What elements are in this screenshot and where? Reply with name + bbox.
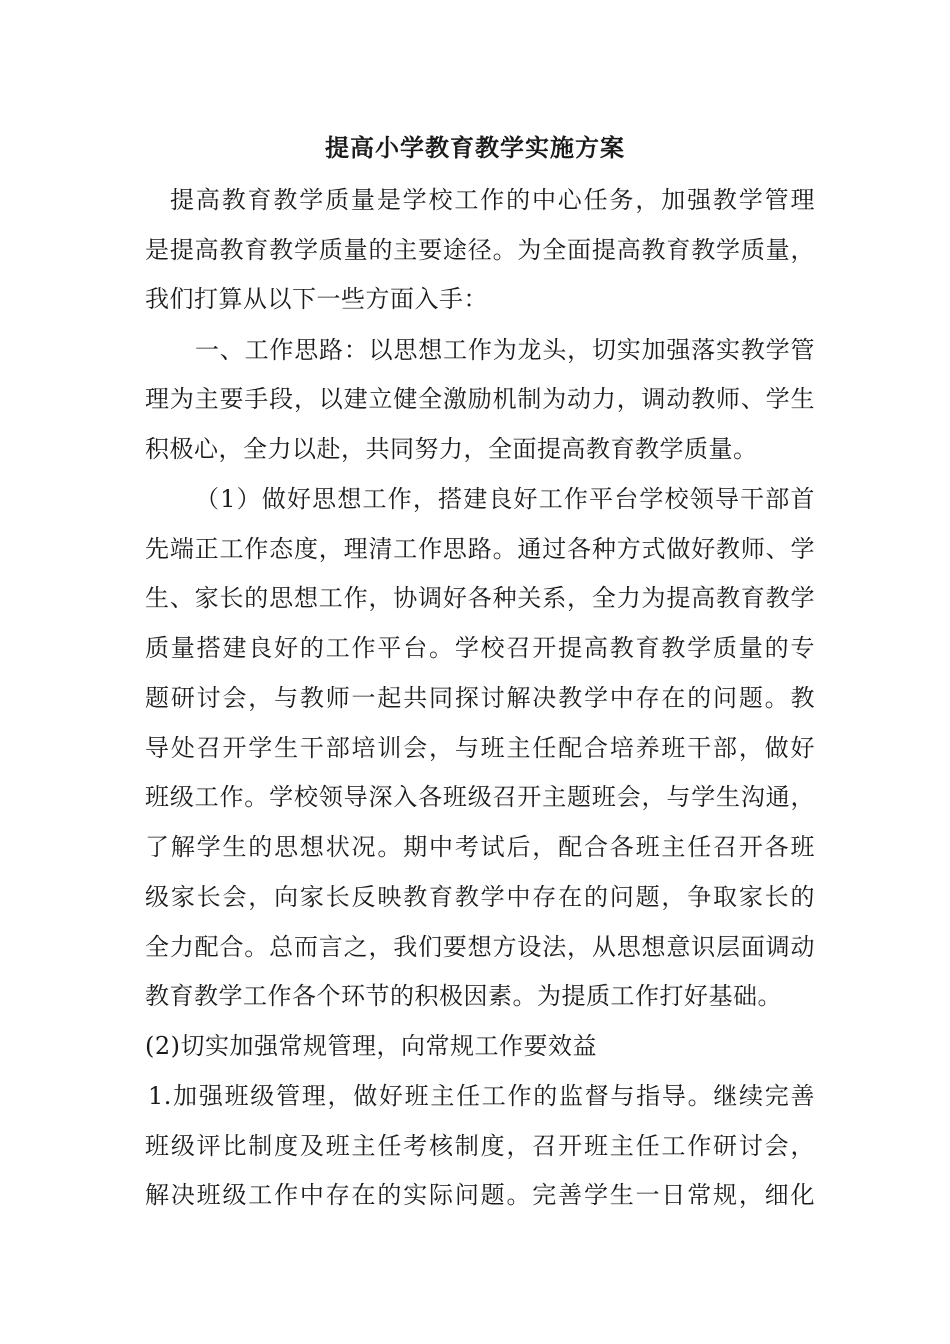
body-line: 教育教学工作各个环节的积极因素。为提质工作打好基础。: [145, 982, 782, 1010]
body-line: 班级工作。学校领导深入各班级召开主题班会，与学生沟通，: [145, 783, 815, 811]
body-line: 解决班级工作中存在的实际问题。完善学生一日常规，细化: [145, 1181, 815, 1209]
document-title: 提高小学教育教学实施方案: [325, 133, 625, 162]
body-line: 理为主要手段，以建立健全激励机制为动力，调动教师、学生: [145, 385, 815, 413]
body-line: 题研讨会，与教师一起共同探讨解决教学中存在的问题。教: [145, 684, 815, 712]
section-heading: (2)切实加强常规管理，向常规工作要效益: [145, 1032, 597, 1060]
body-line: 我们打算从以下一些方面入手：: [145, 285, 488, 313]
body-line: 了解学生的思想状况。期中考试后，配合各班主任召开各班: [145, 833, 815, 861]
body-line: 积极心，全力以赴，共同努力，全面提高教育教学质量。: [145, 435, 758, 463]
body-line: 质量搭建良好的工作平台。学校召开提高教育教学质量的专: [145, 634, 815, 662]
body-line: 导处召开学生干部培训会，与班主任配合培养班干部，做好: [145, 734, 815, 762]
body-line: 一、工作思路：以思想工作为龙头，切实加强落实教学管: [195, 336, 815, 364]
body-line: （1）做好思想工作，搭建良好工作平台学校领导干部首: [195, 485, 815, 513]
body-line: 级家长会，向家长反映教育教学中存在的问题，争取家长的: [145, 883, 815, 911]
body-line: 1.加强班级管理，做好班主任工作的监督与指导。继续完善: [148, 1082, 815, 1110]
body-line: 是提高教育教学质量的主要途径。为全面提高教育教学质量，: [145, 236, 815, 264]
body-line: 全力配合。总而言之，我们要想方设法，从思想意识层面调动: [145, 933, 815, 961]
body-line: 提高教育教学质量是学校工作的中心任务，加强教学管理: [170, 186, 815, 214]
body-line: 班级评比制度及班主任考核制度，召开班主任工作研讨会，: [145, 1132, 815, 1160]
body-line: 生、家长的思想工作，协调好各种关系，全力为提高教育教学: [145, 584, 815, 612]
body-line: 先端正工作态度，理清工作思路。通过各种方式做好教师、学: [145, 535, 815, 563]
